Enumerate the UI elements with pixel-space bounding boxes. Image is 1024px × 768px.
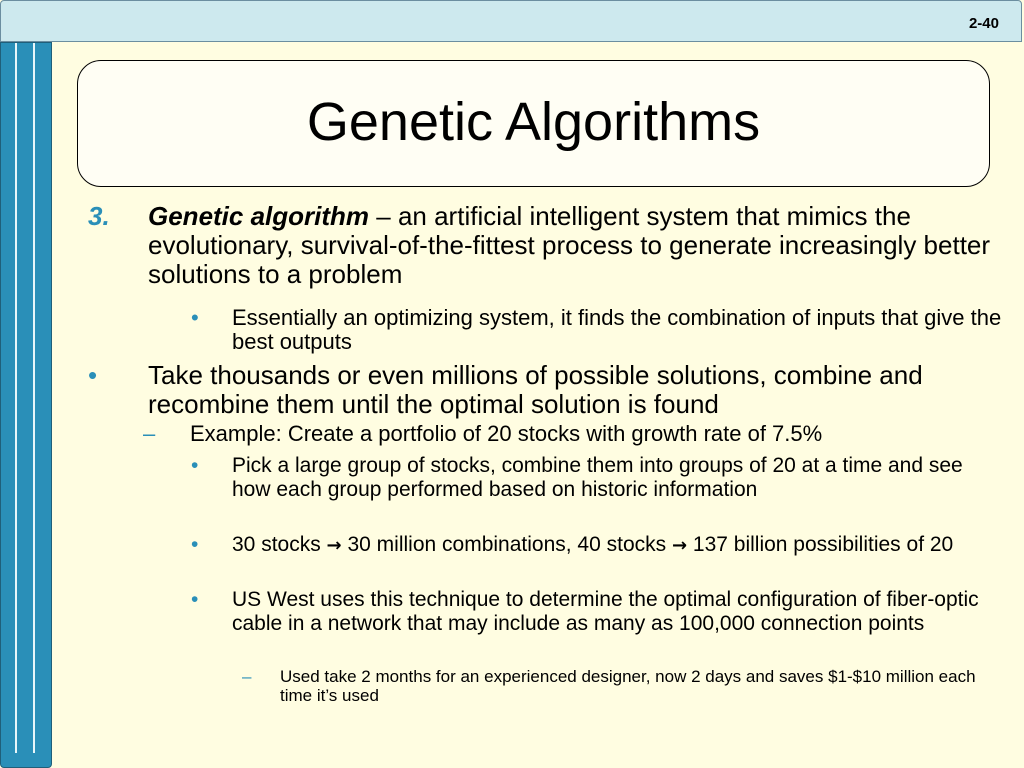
bullet-icon: • — [191, 454, 199, 477]
item1-term: Genetic algorithm — [148, 201, 370, 231]
item2-sub-marker-wrap — [143, 422, 155, 446]
sub-bullet-2-marker-wrap — [191, 533, 198, 557]
sub-sub-marker-wrap — [242, 667, 251, 686]
item1-marker: 3. — [88, 201, 110, 231]
page-title: Genetic Algorithms — [306, 91, 761, 152]
item2-sub-text: Example: Create a portfolio of 20 stocks with growth rate of 7.5% — [190, 421, 823, 446]
bullet-icon: • — [191, 305, 199, 330]
item1-sub-marker-wrap — [191, 306, 199, 330]
sub-bullet-2-text — [232, 533, 962, 558]
item2-text: Take thousands or even millions of possible solutions, combine and recombine them until the optimal solution is found — [148, 360, 923, 419]
bullet-icon: • — [88, 360, 98, 390]
sub-sub-text: Used take 2 months for an experienced designer, now 2 days and saves $1-$10 million each time it’s used — [280, 667, 976, 705]
bullet-icon: • — [191, 588, 199, 611]
item1-sub-text: Essentially an optimizing system, it finds the combination of inputs that give the best outputs — [232, 305, 1002, 354]
sub-bullet-3-text: US West uses this technique to determine the optimal configuration of fiber-optic cable in a network that may include as many as 100,000 connection points — [232, 588, 979, 635]
right-arrow-icon: → — [671, 535, 688, 556]
sub-bullet-1-text: Pick a large group of stocks, combine them into groups of 20 at a time and see how each group performed based on historic information — [232, 454, 963, 501]
item1-text — [148, 202, 1008, 289]
dash-icon: – — [143, 421, 156, 446]
sub-bullet-2-part2: 30 million combinations, 40 stocks — [341, 533, 672, 556]
dash-icon: – — [242, 667, 252, 686]
sub-bullet-1-marker-wrap — [191, 454, 198, 478]
item2-marker-wrap — [88, 361, 97, 390]
sub-bullet-3-marker-wrap — [191, 588, 198, 612]
sub-bullet-2-part3: 137 billion possibilities of 20 — [687, 533, 954, 556]
sub-bullet-2-part1: 30 stocks — [232, 533, 327, 556]
item1-marker-wrap — [88, 202, 110, 231]
item1-definition: – an artificial intelligent system that mimics the evolutionary, survival-of-the-fittest process to generate increasingly better solutions to a problem — [148, 201, 991, 289]
right-arrow-icon: → — [326, 535, 342, 556]
slide-number: 2-40 — [968, 15, 999, 32]
bullet-icon: • — [191, 533, 199, 556]
